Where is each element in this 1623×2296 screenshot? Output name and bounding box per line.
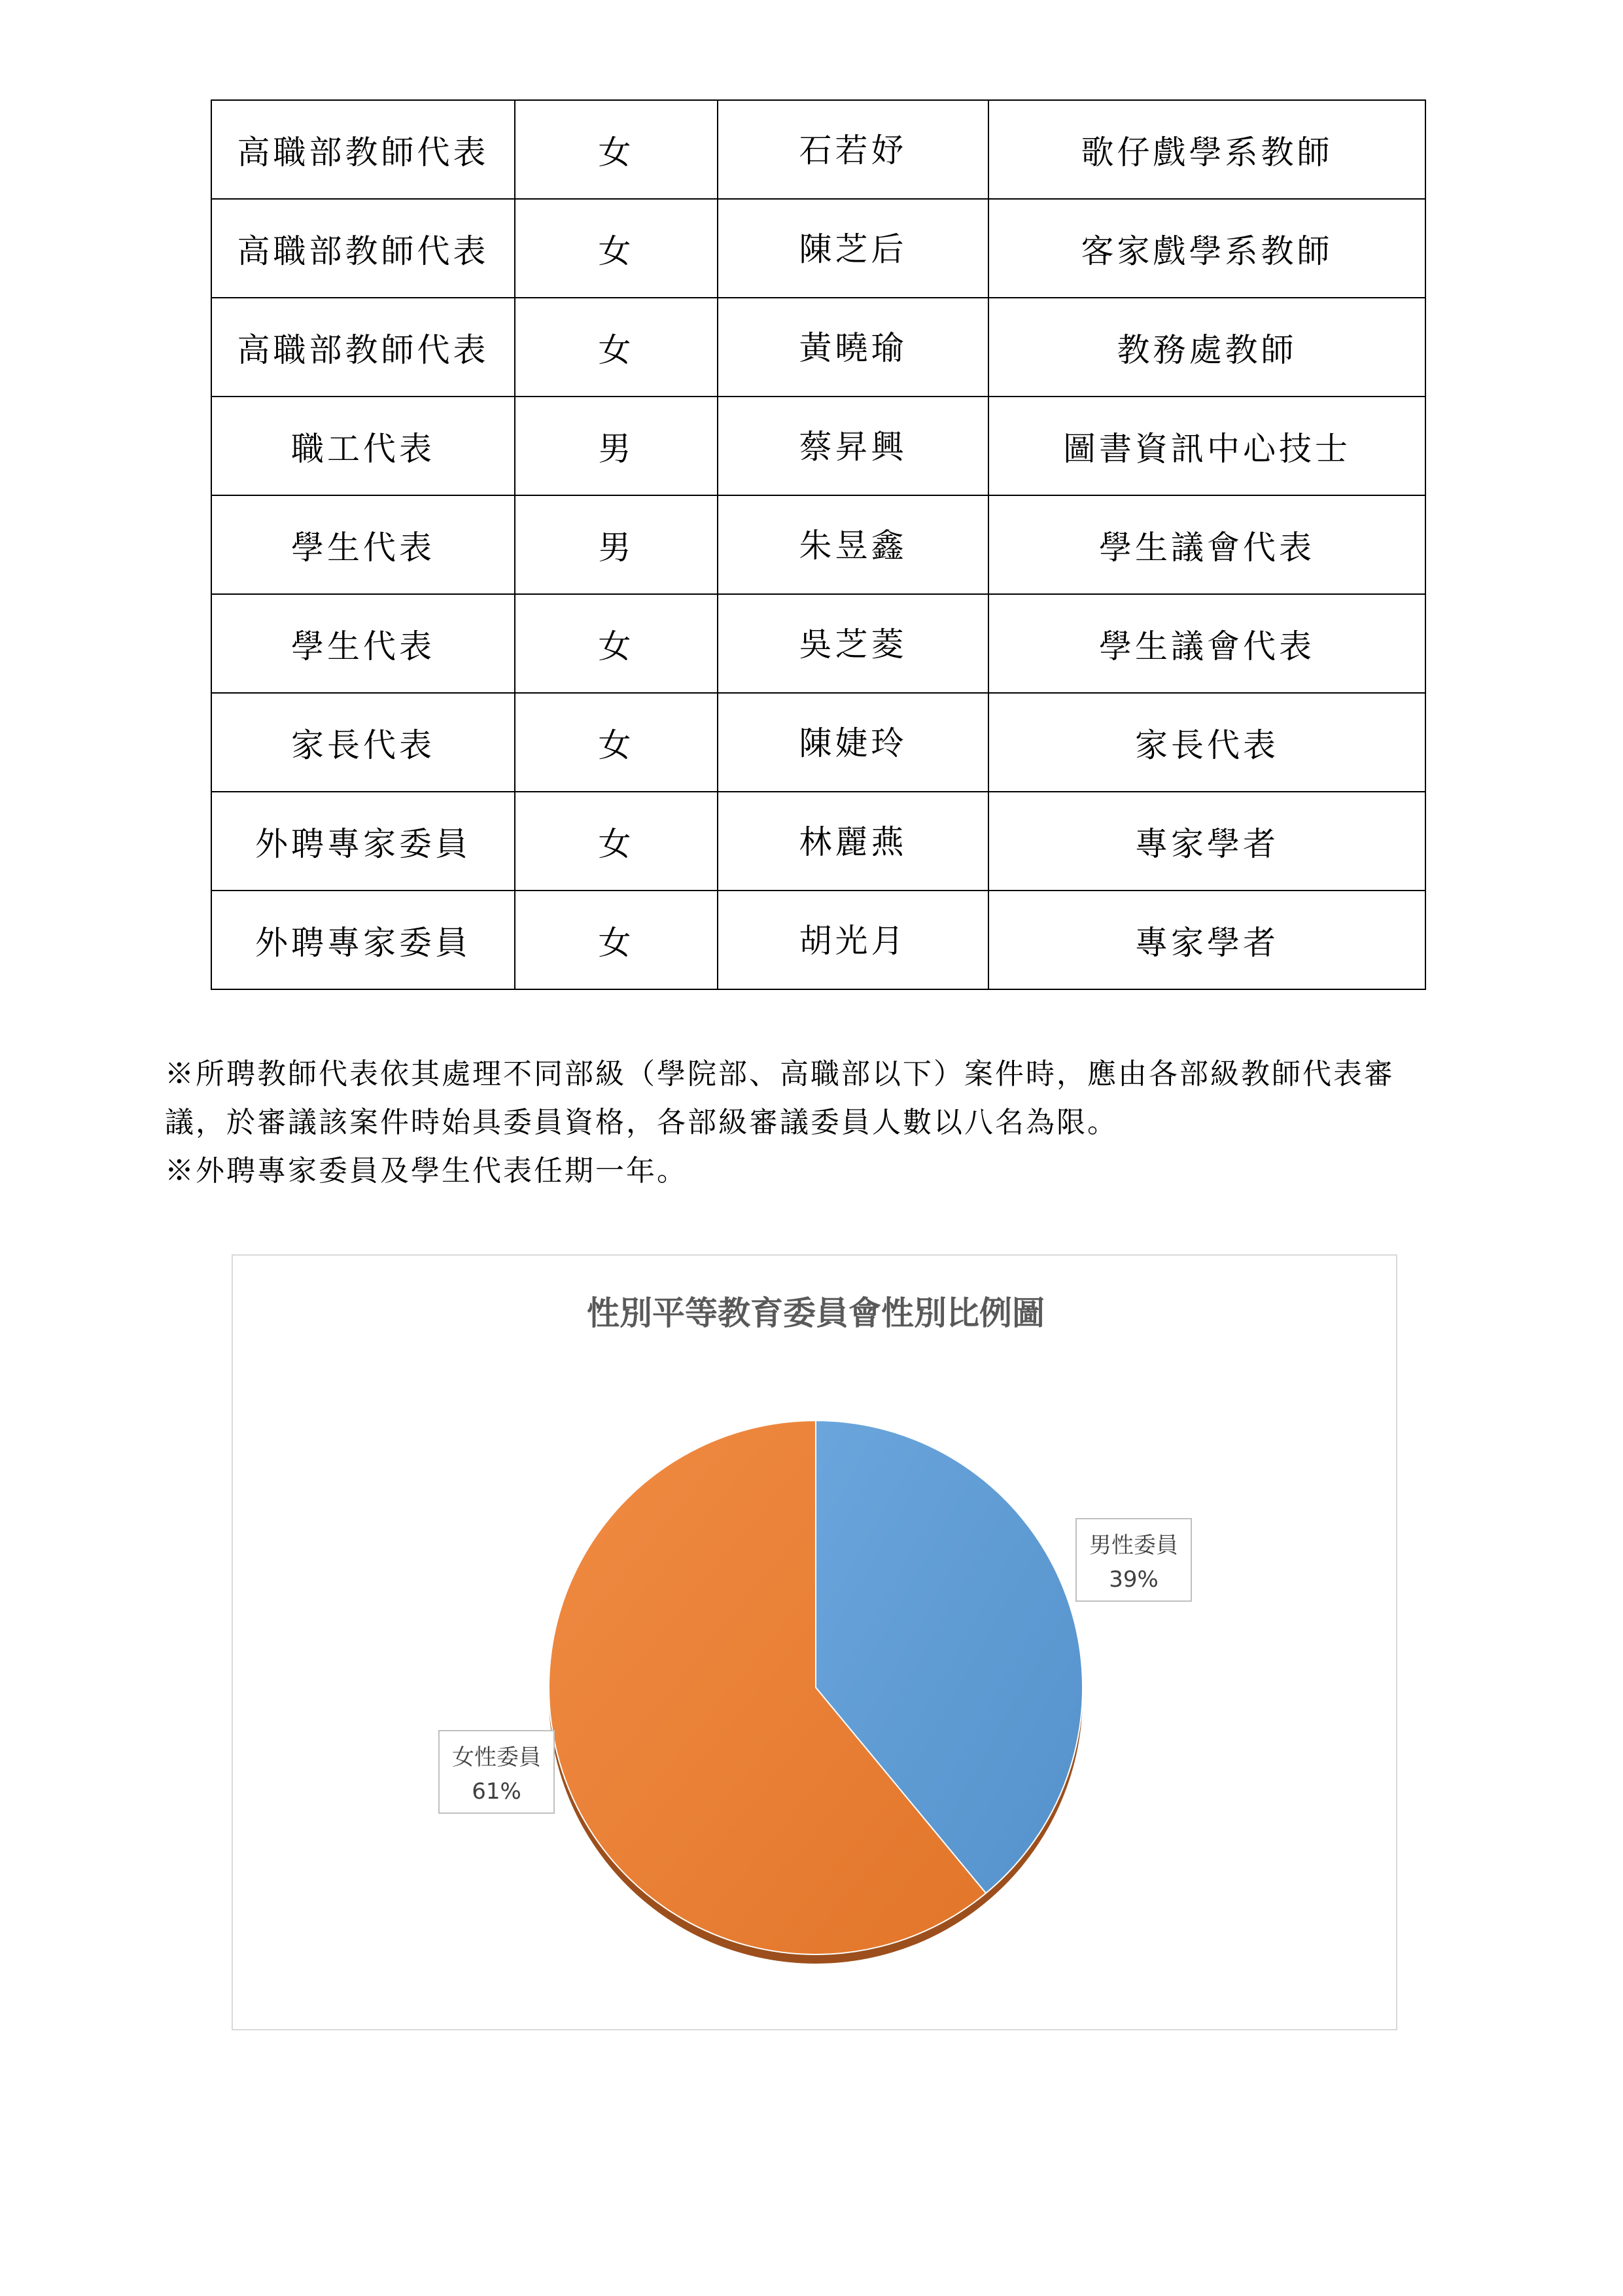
gender-cell: 女 <box>515 693 718 792</box>
label-category: 女性委員 <box>452 1744 541 1771</box>
title-cell: 專家學者 <box>988 891 1425 989</box>
gender-cell: 女 <box>515 298 718 397</box>
note-line-2: 議，於審議該案件時始具委員資格，各部級審議委員人數以八名為限。 <box>165 1106 1118 1139</box>
title-cell: 客家戲學系教師 <box>988 199 1425 298</box>
pie-chart-svg <box>233 1256 1399 2032</box>
committee-member-table <box>211 99 1426 990</box>
note-line-1: ※所聘教師代表依其處理不同部級（學院部、高職部以下）案件時，應由各部級教師代表審 <box>165 1057 1395 1091</box>
table-row <box>211 891 1425 989</box>
gender-cell: 女 <box>515 199 718 298</box>
data-label-female <box>439 1731 554 1813</box>
label-percent: 39% <box>1109 1566 1159 1593</box>
note-line-3: ※外聘專家委員及學生代表任期一年。 <box>165 1154 688 1188</box>
name-cell: 林麗燕 <box>718 792 988 891</box>
gender-cell: 女 <box>515 891 718 989</box>
title-cell: 學生議會代表 <box>988 495 1425 594</box>
gender-ratio-chart <box>232 1254 1397 2030</box>
role-cell: 外聘專家委員 <box>211 891 515 989</box>
title-cell: 圖書資訊中心技士 <box>988 397 1425 495</box>
title-cell: 歌仔戲學系教師 <box>988 100 1425 199</box>
role-cell: 高職部教師代表 <box>211 100 515 199</box>
data-label-male <box>1076 1519 1191 1601</box>
table-row <box>211 100 1425 199</box>
table-row <box>211 693 1425 792</box>
name-cell: 吳芝菱 <box>718 594 988 693</box>
name-cell: 石若妤 <box>718 100 988 199</box>
gender-cell: 女 <box>515 594 718 693</box>
gender-cell: 女 <box>515 792 718 891</box>
title-cell: 學生議會代表 <box>988 594 1425 693</box>
role-cell: 高職部教師代表 <box>211 298 515 397</box>
role-cell: 學生代表 <box>211 495 515 594</box>
name-cell: 朱昱鑫 <box>718 495 988 594</box>
role-cell: 家長代表 <box>211 693 515 792</box>
name-cell: 陳婕玲 <box>718 693 988 792</box>
table-row <box>211 495 1425 594</box>
table-row <box>211 397 1425 495</box>
gender-cell: 男 <box>515 397 718 495</box>
title-cell: 教務處教師 <box>988 298 1425 397</box>
name-cell: 蔡昇興 <box>718 397 988 495</box>
role-cell: 學生代表 <box>211 594 515 693</box>
table-row <box>211 298 1425 397</box>
title-cell: 家長代表 <box>988 693 1425 792</box>
table-row <box>211 792 1425 891</box>
title-cell: 專家學者 <box>988 792 1425 891</box>
notes-section <box>165 1050 1467 1195</box>
label-percent: 61% <box>472 1778 521 1805</box>
table-row <box>211 594 1425 693</box>
name-cell: 陳芝后 <box>718 199 988 298</box>
role-cell: 高職部教師代表 <box>211 199 515 298</box>
gender-cell: 男 <box>515 495 718 594</box>
chart-title: 性別平等教育委員會性別比例圖 <box>587 1294 1045 1332</box>
role-cell: 職工代表 <box>211 397 515 495</box>
role-cell: 外聘專家委員 <box>211 792 515 891</box>
name-cell: 黃曉瑜 <box>718 298 988 397</box>
name-cell: 胡光月 <box>718 891 988 989</box>
gender-cell: 女 <box>515 100 718 199</box>
table-row <box>211 199 1425 298</box>
label-category: 男性委員 <box>1089 1532 1178 1559</box>
